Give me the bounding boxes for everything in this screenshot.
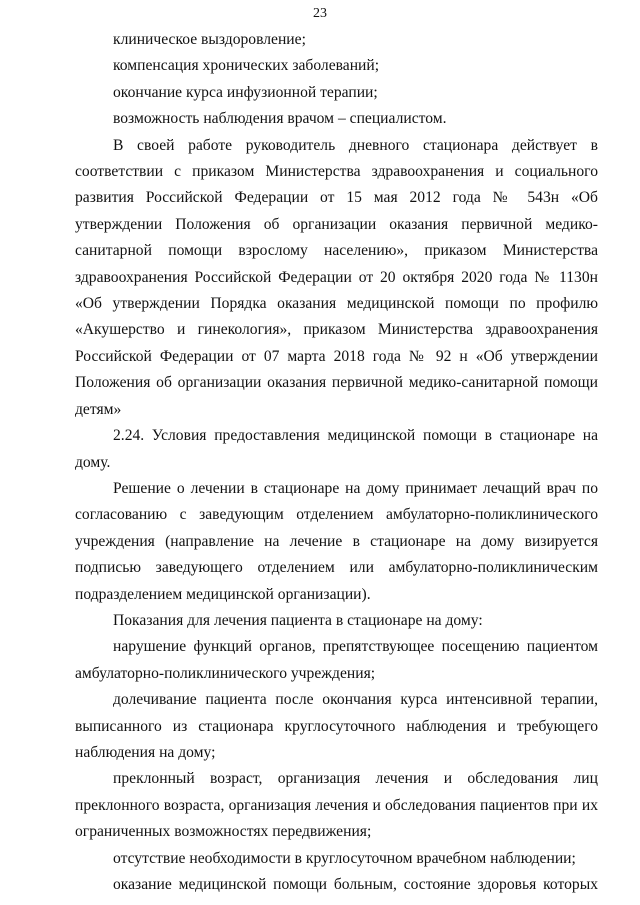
paragraph-indications-intro: Показания для лечения пациента в стационаре на дому:	[113, 611, 483, 629]
body-text	[75, 27, 598, 898]
list-item-clinical-recovery: клиническое выздоровление;	[113, 31, 306, 48]
list-item-elderly: преклонный возраст, организация лечения и обследования лиц преклонного возраста, организация лечения и обследования пациентов при их ограниченных возможностях передвижения;	[75, 770, 598, 841]
list-item-infusion-end: окончание курса инфузионной терапии;	[113, 83, 378, 101]
list-item-organ-dysfunction: нарушение функций органов, препятствующее посещению пациентом амбулаторно-поликлинического учреждения;	[75, 638, 598, 682]
section-heading-2-24: 2.24. Условия предоставления медицинской помощи в стационаре на дому.	[75, 427, 598, 471]
list-item-no-round-the-clock: отсутствие необходимости в круглосуточном врачебном наблюдении;	[113, 849, 576, 867]
list-item-medical-care-patients: оказание медицинской помощи больным, состояние здоровья которых	[113, 876, 598, 893]
list-item-specialist-observation: возможность наблюдения врачом – специалистом.	[113, 110, 447, 128]
page-number: 23	[313, 6, 327, 21]
list-item-chronic-compensation: компенсация хронических заболеваний;	[113, 57, 380, 75]
list-item-aftercare: долечивание пациента после окончания курса интенсивной терапии, выписанного из стационара круглосуточного наблюдения и требующего наблюдения на дому;	[75, 691, 598, 761]
paragraph-home-treatment-decision: Решение о лечении в стационаре на дому принимает лечащий врач по согласованию с заведующим отделением амбулаторно-поликлинического учреждения (направление на лечение в стационаре на дому визируется подписью заведующего отделением или амбулаторно-поликлиническим подразделением медицинской организации).	[75, 479, 598, 603]
paragraph-head-legal-basis: В своей работе руководитель дневного стационара действует в соответствии с приказом Министерства здравоохранения и социального развития Российской Федерации от 15 мая 2012 года № 543н «Об утверждении Положения об организации оказания первичной медико-санитарной помощи взрослому населению», приказом Министерства здравоохранения Российской Федерации от 20 октября 2020 года № 1130н «Об утверждении Порядка оказания медицинской помощи по профилю «Акушерство и гинекология», приказом Министерства здравоохранения Российской Федерации от 07 марта 2018 года № 92 н «Об утверждении Положения об организации оказания первичной медико-санитарной помощи детям»	[75, 136, 598, 418]
